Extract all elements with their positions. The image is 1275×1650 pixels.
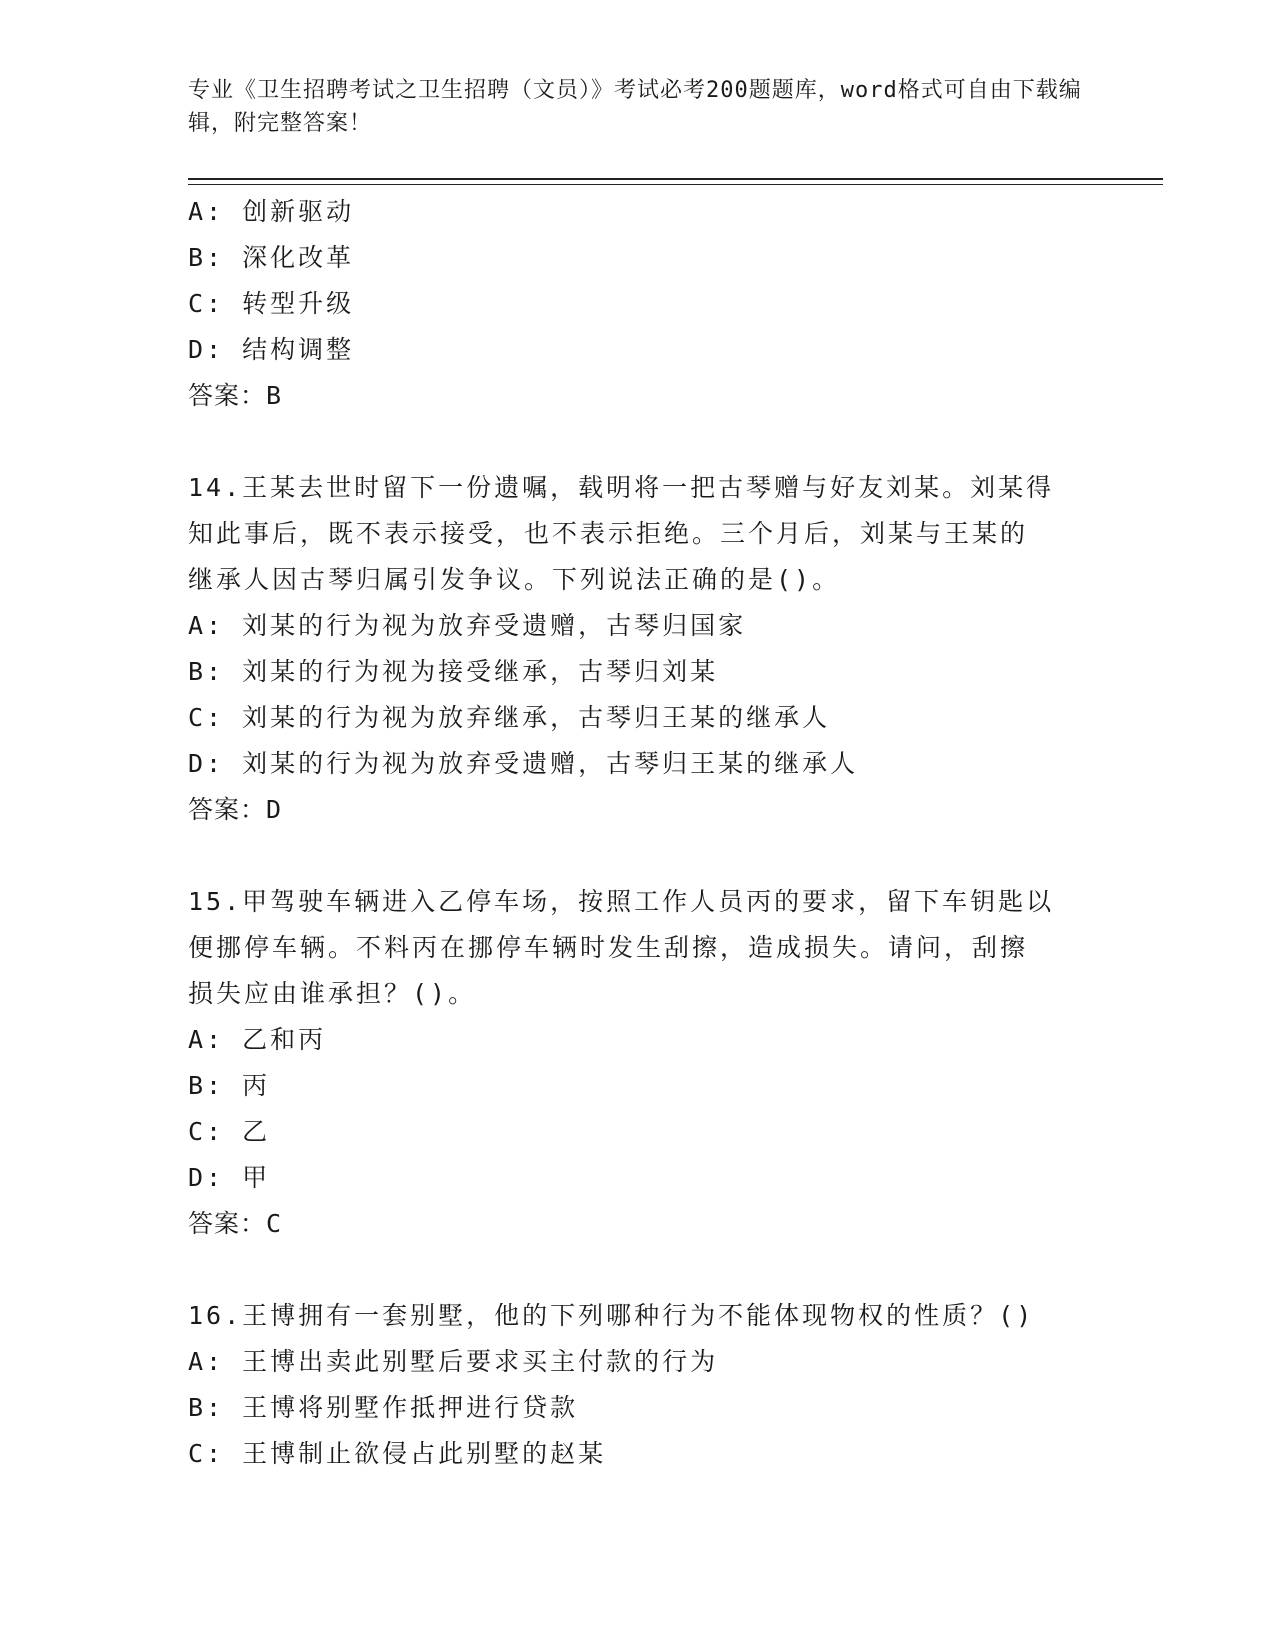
question-stem-line: 16.王博拥有一套别墅，他的下列哪种行为不能体现物权的性质？() [188, 1301, 1035, 1330]
question-stem-line: 继承人因古琴归属引发争议。下列说法正确的是()。 [188, 565, 841, 594]
option-a: A: 刘某的行为视为放弃受遗赠，古琴归国家 [188, 611, 747, 640]
spacer [188, 833, 1088, 879]
question-stem-line: 知此事后，既不表示接受，也不表示拒绝。三个月后，刘某与王某的 [188, 519, 1029, 548]
header-rule-thin [188, 184, 1163, 185]
header-rule-thick [188, 178, 1163, 180]
question-block-16 [188, 1293, 1088, 1477]
page-header: 专业《卫生招聘考试之卫生招聘（文员）》考试必考200题题库，word格式可自由下载编辑，附完整答案！ [188, 78, 1082, 136]
option-c: C: 王博制止欲侵占此别墅的赵某 [188, 1439, 607, 1468]
spacer [188, 1247, 1088, 1293]
option-a: A: 创新驱动 [188, 197, 355, 226]
option-b: B: 刘某的行为视为接受继承，古琴归刘某 [188, 657, 719, 686]
spacer [188, 419, 1088, 465]
question-block-14 [188, 465, 1088, 833]
question-list [188, 189, 1088, 1477]
answer-line: 答案：B [188, 381, 283, 410]
option-b: B: 深化改革 [188, 243, 355, 272]
question-stem-line: 损失应由谁承担？()。 [188, 979, 477, 1008]
option-c: C: 刘某的行为视为放弃继承，古琴归王某的继承人 [188, 703, 831, 732]
option-a: A: 乙和丙 [188, 1025, 327, 1054]
option-c: C: 乙 [188, 1117, 271, 1146]
option-d: D: 甲 [188, 1163, 271, 1192]
question-block-15 [188, 879, 1088, 1247]
option-b: B: 王博将别墅作抵押进行贷款 [188, 1393, 579, 1422]
answer-line: 答案：D [188, 795, 283, 824]
option-c: C: 转型升级 [188, 289, 355, 318]
option-a: A: 王博出卖此别墅后要求买主付款的行为 [188, 1347, 719, 1376]
answer-line: 答案：C [188, 1209, 283, 1238]
question-stem-line: 15.甲驾驶车辆进入乙停车场，按照工作人员丙的要求，留下车钥匙以 [188, 887, 1055, 916]
question-block-13 [188, 189, 1088, 419]
option-d: D: 结构调整 [188, 335, 355, 364]
option-b: B: 丙 [188, 1071, 271, 1100]
question-stem-line: 便挪停车辆。不料丙在挪停车辆时发生刮擦，造成损失。请问，刮擦 [188, 933, 1029, 962]
option-d: D: 刘某的行为视为放弃受遗赠，古琴归王某的继承人 [188, 749, 859, 778]
question-stem-line: 14.王某去世时留下一份遗嘱，载明将一把古琴赠与好友刘某。刘某得 [188, 473, 1055, 502]
